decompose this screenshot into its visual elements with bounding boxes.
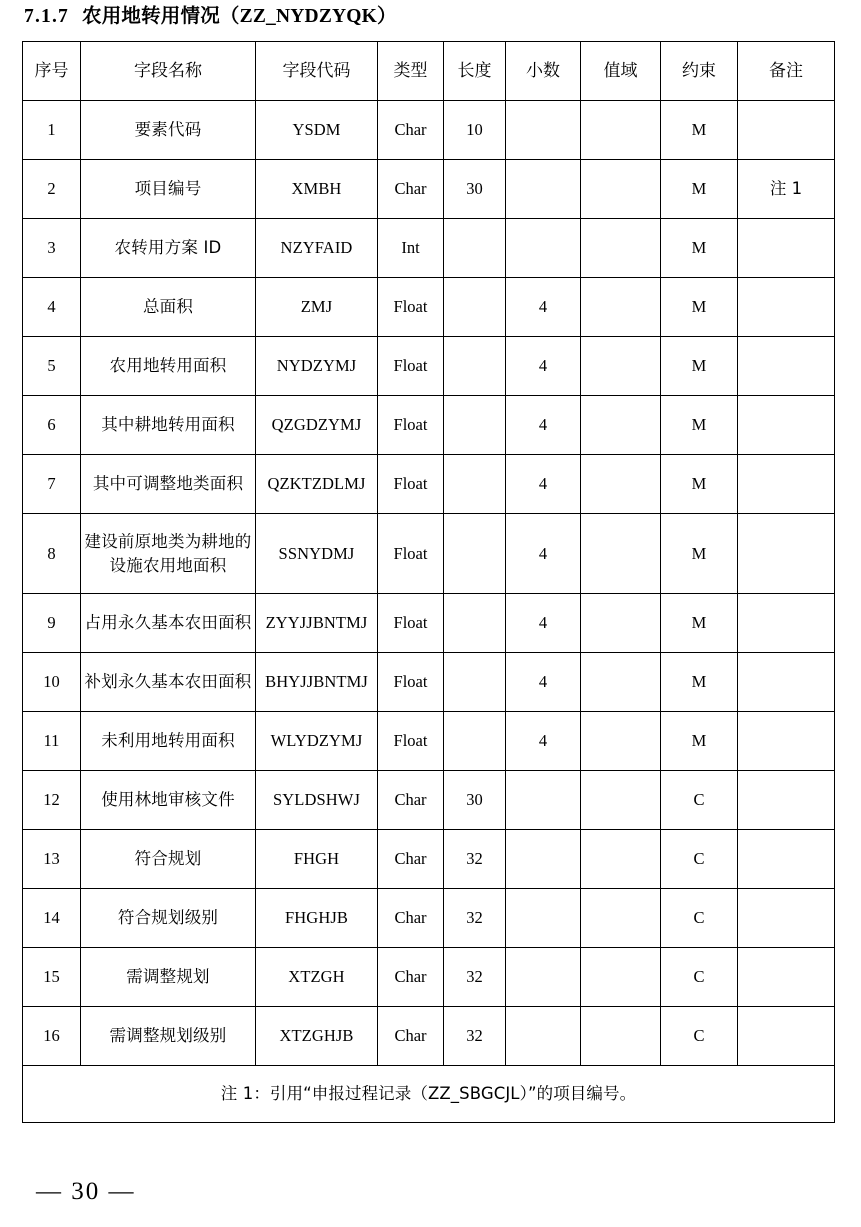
cell-field-code: WLYDZYMJ (256, 712, 378, 771)
cell-remark (738, 830, 835, 889)
cell-length (444, 455, 506, 514)
cell-remark (738, 712, 835, 771)
cell-type: Char (378, 1007, 444, 1066)
cell-field-name-line1: 使用林地审核文件 (101, 790, 235, 810)
cell-field-name (81, 1007, 256, 1066)
table-row (23, 594, 835, 653)
cell-type: Float (378, 455, 444, 514)
cell-domain (581, 514, 661, 594)
cell-decimal: 4 (506, 712, 581, 771)
cell-type: Float (378, 278, 444, 337)
cell-field-name-line1: 符合规划级别 (117, 908, 219, 928)
cell-domain (581, 948, 661, 1007)
cell-remark (738, 514, 835, 594)
cell-constraint: M (661, 712, 738, 771)
table-footnote-section (23, 1066, 835, 1123)
schema-table (22, 41, 835, 1123)
cell-type: Int (378, 219, 444, 278)
column-header-remark: 备注 (738, 42, 835, 101)
cell-type: Char (378, 160, 444, 219)
table-row (23, 278, 835, 337)
column-header-domain: 值域 (581, 42, 661, 101)
cell-constraint: C (661, 1007, 738, 1066)
cell-length: 30 (444, 160, 506, 219)
cell-remark (738, 101, 835, 160)
cell-seq: 2 (23, 160, 81, 219)
cell-seq: 5 (23, 337, 81, 396)
cell-domain (581, 653, 661, 712)
cell-length: 30 (444, 771, 506, 830)
cell-field-code: BHYJJBNTMJ (256, 653, 378, 712)
table-row (23, 1007, 835, 1066)
cell-field-name (81, 771, 256, 830)
table-row (23, 455, 835, 514)
column-header-field-name: 字段名称 (81, 42, 256, 101)
cell-remark: 注 1 (738, 160, 835, 219)
footnote-text: 注 1：引用“申报过程记录（ZZ_SBGCJL）”的项目编号。 (23, 1066, 835, 1123)
column-header-constraint: 约束 (661, 42, 738, 101)
cell-decimal (506, 101, 581, 160)
cell-domain (581, 771, 661, 830)
column-header-field-code: 字段代码 (256, 42, 378, 101)
cell-field-name-line1: 补划永久基本农田面积 (84, 672, 252, 692)
cell-field-name-line1: 总面积 (142, 297, 194, 317)
cell-field-name (81, 653, 256, 712)
table-row (23, 514, 835, 594)
cell-domain (581, 160, 661, 219)
cell-field-name-line1: 未利用地转用面积 (101, 731, 235, 751)
cell-remark (738, 455, 835, 514)
cell-type: Float (378, 514, 444, 594)
cell-field-code: XMBH (256, 160, 378, 219)
table-footnote-row (23, 1066, 835, 1123)
cell-constraint: C (661, 830, 738, 889)
table-row (23, 771, 835, 830)
cell-field-name-line1: 需调整规划 (126, 967, 210, 987)
cell-field-code: NZYFAID (256, 219, 378, 278)
table-header (23, 42, 835, 101)
table-row (23, 889, 835, 948)
cell-field-name (81, 594, 256, 653)
cell-decimal (506, 1007, 581, 1066)
cell-remark (738, 278, 835, 337)
cell-constraint: C (661, 889, 738, 948)
table-row (23, 948, 835, 1007)
cell-domain (581, 889, 661, 948)
cell-seq: 3 (23, 219, 81, 278)
cell-type: Float (378, 653, 444, 712)
cell-field-name-line1: 农用地转用面积 (109, 356, 227, 376)
cell-field-code: FHGH (256, 830, 378, 889)
cell-length (444, 594, 506, 653)
cell-field-name (81, 160, 256, 219)
cell-decimal: 4 (506, 396, 581, 455)
cell-decimal: 4 (506, 514, 581, 594)
cell-remark (738, 653, 835, 712)
cell-field-name (81, 278, 256, 337)
cell-field-name-line1: 其中可调整地类面积 (92, 474, 244, 494)
section-heading (24, 2, 397, 31)
cell-length (444, 396, 506, 455)
cell-decimal: 4 (506, 653, 581, 712)
cell-field-name-line1: 项目编号 (134, 179, 202, 199)
cell-field-code: SYLDSHWJ (256, 771, 378, 830)
cell-constraint: M (661, 278, 738, 337)
cell-length (444, 278, 506, 337)
cell-field-name (81, 712, 256, 771)
cell-domain (581, 278, 661, 337)
cell-constraint: M (661, 396, 738, 455)
cell-type: Float (378, 594, 444, 653)
cell-length: 32 (444, 889, 506, 948)
cell-field-code: ZYYJJBNTMJ (256, 594, 378, 653)
cell-field-name-line1: 需调整规划级别 (109, 1026, 227, 1046)
column-header-decimal: 小数 (506, 42, 581, 101)
section-number: 7.1.7 (24, 6, 69, 27)
cell-field-code: FHGHJB (256, 889, 378, 948)
cell-seq: 8 (23, 514, 81, 594)
cell-constraint: M (661, 219, 738, 278)
cell-field-code: QZKTZDLMJ (256, 455, 378, 514)
table-row (23, 160, 835, 219)
cell-field-name-line1: 建设前原地类为耕地的 (84, 531, 252, 551)
cell-domain (581, 712, 661, 771)
column-header-length: 长度 (444, 42, 506, 101)
cell-decimal (506, 830, 581, 889)
cell-field-name-line1: 占用永久基本农田面积 (84, 613, 252, 633)
cell-seq: 12 (23, 771, 81, 830)
cell-length: 32 (444, 948, 506, 1007)
cell-seq: 13 (23, 830, 81, 889)
cell-decimal (506, 889, 581, 948)
table-row (23, 653, 835, 712)
cell-field-code: SSNYDMJ (256, 514, 378, 594)
cell-field-name-line1: 符合规划 (134, 849, 202, 869)
cell-seq: 15 (23, 948, 81, 1007)
cell-length (444, 653, 506, 712)
cell-constraint: M (661, 160, 738, 219)
column-header-seq: 序号 (23, 42, 81, 101)
cell-remark (738, 948, 835, 1007)
cell-decimal (506, 160, 581, 219)
cell-seq: 9 (23, 594, 81, 653)
cell-constraint: C (661, 771, 738, 830)
table-row (23, 830, 835, 889)
table-row (23, 101, 835, 160)
section-table-code: （ZZ_NYDZYQK） (219, 6, 397, 27)
cell-domain (581, 455, 661, 514)
cell-remark (738, 1007, 835, 1066)
cell-length (444, 712, 506, 771)
cell-decimal (506, 771, 581, 830)
cell-seq: 16 (23, 1007, 81, 1066)
cell-type: Char (378, 830, 444, 889)
cell-constraint: C (661, 948, 738, 1007)
cell-constraint: M (661, 514, 738, 594)
cell-seq: 4 (23, 278, 81, 337)
cell-field-code: QZGDZYMJ (256, 396, 378, 455)
cell-seq: 11 (23, 712, 81, 771)
cell-field-name (81, 396, 256, 455)
cell-field-name (81, 514, 256, 594)
cell-decimal: 4 (506, 594, 581, 653)
cell-seq: 1 (23, 101, 81, 160)
cell-length (444, 514, 506, 594)
cell-decimal: 4 (506, 278, 581, 337)
cell-type: Char (378, 771, 444, 830)
cell-decimal: 4 (506, 337, 581, 396)
cell-field-code: XTZGHJB (256, 1007, 378, 1066)
cell-remark (738, 594, 835, 653)
cell-seq: 7 (23, 455, 81, 514)
cell-domain (581, 1007, 661, 1066)
cell-length: 32 (444, 830, 506, 889)
cell-type: Float (378, 337, 444, 396)
cell-field-code: XTZGH (256, 948, 378, 1007)
cell-seq: 14 (23, 889, 81, 948)
table-row (23, 712, 835, 771)
cell-domain (581, 830, 661, 889)
cell-decimal (506, 948, 581, 1007)
cell-type: Float (378, 712, 444, 771)
cell-domain (581, 594, 661, 653)
cell-remark (738, 337, 835, 396)
cell-field-name (81, 219, 256, 278)
cell-remark (738, 219, 835, 278)
table-row (23, 337, 835, 396)
cell-constraint: M (661, 101, 738, 160)
cell-type: Float (378, 396, 444, 455)
cell-length: 10 (444, 101, 506, 160)
cell-field-name (81, 948, 256, 1007)
cell-field-name-line1: 其中耕地转用面积 (101, 415, 235, 435)
cell-field-name (81, 455, 256, 514)
table-row (23, 396, 835, 455)
cell-type: Char (378, 889, 444, 948)
cell-field-name (81, 889, 256, 948)
table-body (23, 101, 835, 1066)
cell-field-name-line1: 农转用方案 ID (114, 238, 222, 258)
cell-domain (581, 101, 661, 160)
cell-length (444, 337, 506, 396)
cell-constraint: M (661, 455, 738, 514)
cell-field-code: YSDM (256, 101, 378, 160)
cell-seq: 10 (23, 653, 81, 712)
cell-field-name (81, 101, 256, 160)
cell-field-code: NYDZYMJ (256, 337, 378, 396)
cell-type: Char (378, 101, 444, 160)
table-row (23, 219, 835, 278)
cell-field-name (81, 830, 256, 889)
cell-length (444, 219, 506, 278)
cell-domain (581, 396, 661, 455)
cell-constraint: M (661, 653, 738, 712)
cell-decimal (506, 219, 581, 278)
cell-remark (738, 889, 835, 948)
cell-field-name-line2: 设施农用地面积 (109, 555, 227, 575)
page-number-footer: — 30 — (36, 1178, 136, 1205)
cell-remark (738, 771, 835, 830)
cell-field-code: ZMJ (256, 278, 378, 337)
cell-length: 32 (444, 1007, 506, 1066)
cell-field-name-line1: 要素代码 (134, 120, 202, 140)
cell-constraint: M (661, 594, 738, 653)
column-header-type: 类型 (378, 42, 444, 101)
table-header-row (23, 42, 835, 101)
section-title: 农用地转用情况 (82, 4, 220, 27)
cell-field-name (81, 337, 256, 396)
cell-remark (738, 396, 835, 455)
cell-seq: 6 (23, 396, 81, 455)
cell-domain (581, 219, 661, 278)
cell-type: Char (378, 948, 444, 1007)
schema-table-container (22, 41, 834, 1123)
cell-domain (581, 337, 661, 396)
cell-decimal: 4 (506, 455, 581, 514)
cell-constraint: M (661, 337, 738, 396)
